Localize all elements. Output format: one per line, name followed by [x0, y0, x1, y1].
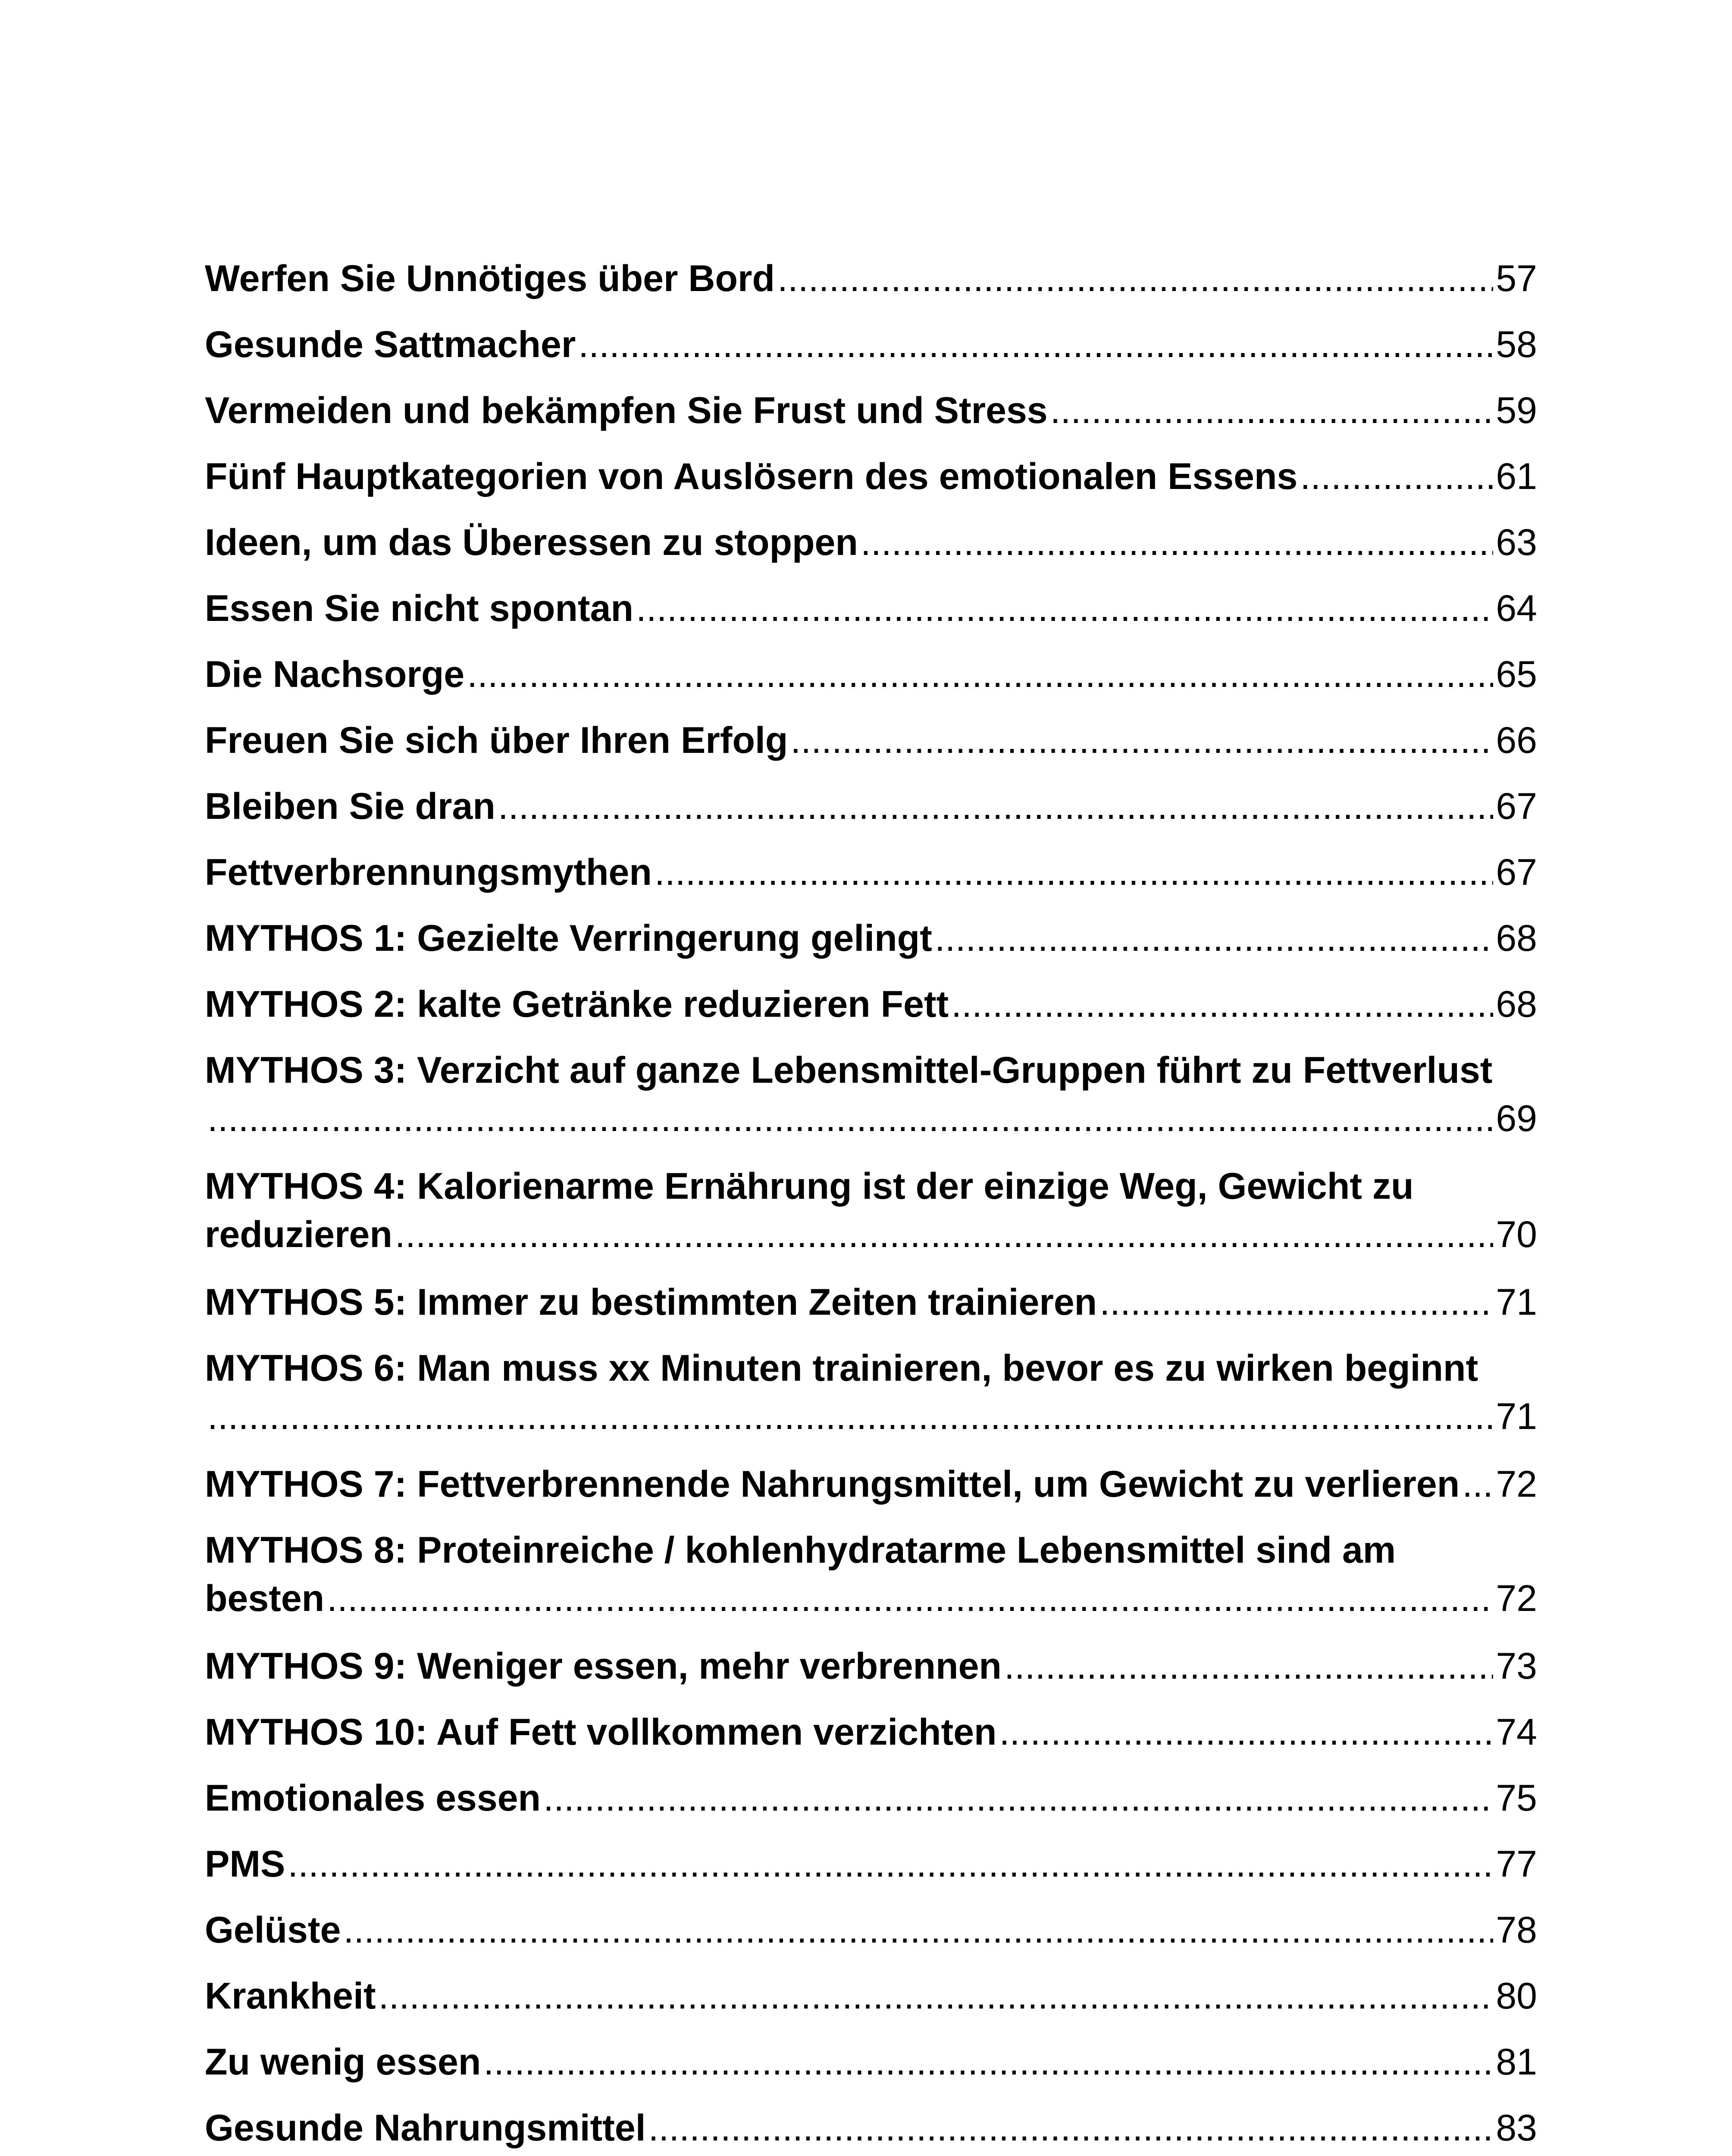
dot-leader [951, 980, 1493, 1028]
toc-entry[interactable] [205, 1972, 1537, 2020]
toc-entry-title: Fettverbrennungsmythen [205, 852, 652, 893]
toc-entry-page: 61 [1496, 456, 1537, 497]
toc-entry-title: Zu wenig essen [205, 2041, 481, 2083]
toc-entry-title: MYTHOS 4: Kalorienarme Ernährung ist der einzige Weg, Gewicht zu [205, 1166, 1414, 1207]
toc-entry-page: 57 [1496, 258, 1537, 299]
toc-entry-title-continued: besten [205, 1578, 325, 1619]
toc-entry-page: 83 [1496, 2107, 1537, 2149]
toc-entry-title: MYTHOS 9: Weniger essen, mehr verbrennen [205, 1645, 1002, 1687]
toc-entry-page: 69 [1496, 1098, 1537, 1139]
dot-leader [777, 254, 1493, 303]
toc-entry-page: 65 [1496, 654, 1537, 695]
dot-leader [395, 1210, 1493, 1259]
toc-entry[interactable] [205, 650, 1537, 699]
toc-entry-title: Die Nachsorge [205, 654, 465, 695]
toc-entry-page: 67 [1496, 852, 1537, 893]
toc-entry-title: MYTHOS 5: Immer zu bestimmten Zeiten trainieren [205, 1282, 1097, 1323]
toc-entry[interactable] [205, 452, 1537, 501]
toc-entry[interactable] [205, 518, 1537, 567]
dot-leader [288, 1840, 1493, 1888]
toc-entry-page: 71 [1496, 1282, 1537, 1323]
toc-entry-title: MYTHOS 2: kalte Getränke reduzieren Fett [205, 984, 949, 1025]
dot-leader [543, 1774, 1493, 1822]
toc-entry[interactable] [205, 584, 1537, 633]
dot-leader [861, 518, 1493, 567]
toc-entry-page: 70 [1496, 1214, 1537, 1255]
toc-entry-title: Gelüste [205, 1909, 341, 1951]
toc-entry-title: Fünf Hauptkategorien von Auslösern des emotionalen Essens [205, 456, 1298, 497]
toc-entry-page: 75 [1496, 1777, 1537, 1819]
toc-entry[interactable] [205, 1708, 1537, 1756]
toc-entry[interactable] [205, 1162, 1537, 1259]
toc-entry[interactable] [205, 1642, 1537, 1690]
toc-entry[interactable] [205, 320, 1537, 369]
dot-leader [648, 2104, 1494, 2152]
toc-entry-title: Emotionales essen [205, 1777, 541, 1819]
toc-entry[interactable] [205, 1278, 1537, 1326]
toc-entry-title: Krankheit [205, 1975, 376, 2017]
toc-entry-page: 81 [1496, 2041, 1537, 2083]
toc-entry-page: 66 [1496, 720, 1537, 761]
toc-entry-title: PMS [205, 1843, 285, 1885]
toc-entry-title: Freuen Sie sich über Ihren Erfolg [205, 720, 788, 761]
toc-entry[interactable] [205, 1046, 1537, 1143]
dot-leader [1099, 1278, 1493, 1326]
toc-entry-page: 68 [1496, 984, 1537, 1025]
toc-entry[interactable] [205, 1906, 1537, 1954]
toc-entry[interactable] [205, 716, 1537, 765]
dot-leader [578, 320, 1493, 369]
toc-entry-page: 71 [1496, 1396, 1537, 1437]
toc-entry[interactable] [205, 1526, 1537, 1623]
toc-entry-title: MYTHOS 6: Man muss xx Minuten trainieren, bevor es zu wirken beginnt [205, 1348, 1478, 1389]
toc-entry-title: MYTHOS 8: Proteinreiche / kohlenhydratarme Lebensmittel sind am [205, 1529, 1396, 1571]
toc-entry-title: MYTHOS 10: Auf Fett vollkommen verzichten [205, 1711, 997, 1753]
toc-entry-page: 77 [1496, 1843, 1537, 1885]
toc-entry[interactable] [205, 1460, 1537, 1508]
dot-leader [1050, 386, 1494, 435]
dot-leader [327, 1574, 1493, 1623]
toc-entry[interactable] [205, 1840, 1537, 1888]
dot-leader [207, 1094, 1493, 1143]
toc-entry-page: 59 [1496, 390, 1537, 431]
toc-entry-title: Essen Sie nicht spontan [205, 588, 633, 629]
toc-entry-title: Werfen Sie Unnötiges über Bord [205, 258, 775, 299]
dot-leader [483, 2038, 1493, 2086]
toc-entry-page: 74 [1496, 1711, 1537, 1753]
dot-leader [636, 584, 1493, 633]
toc-entry-title: Gesunde Nahrungsmittel [205, 2107, 646, 2149]
toc-entry[interactable] [205, 782, 1537, 830]
toc-entry-page: 67 [1496, 786, 1537, 827]
dot-leader [1300, 452, 1493, 501]
toc-entry-title: MYTHOS 7: Fettverbrennende Nahrungsmittel, um Gewicht zu verlieren [205, 1463, 1460, 1505]
table-of-contents [205, 254, 1537, 2156]
toc-entry-title: Gesunde Sattmacher [205, 324, 576, 365]
toc-entry-title: Vermeiden und bekämpfen Sie Frust und Stress [205, 390, 1048, 431]
toc-entry[interactable] [205, 386, 1537, 435]
toc-entry-title: MYTHOS 3: Verzicht auf ganze Lebensmittel-Gruppen führt zu Fettverlust [205, 1050, 1493, 1091]
toc-entry-page: 64 [1496, 588, 1537, 629]
toc-entry[interactable] [205, 2104, 1537, 2152]
dot-leader [935, 914, 1494, 962]
toc-entry-page: 58 [1496, 324, 1537, 365]
toc-entry-page: 72 [1496, 1578, 1537, 1619]
toc-entry[interactable] [205, 254, 1537, 303]
toc-entry-title: Ideen, um das Überessen zu stoppen [205, 522, 858, 563]
toc-entry-title-continued: reduzieren [205, 1214, 392, 1255]
toc-entry-page: 73 [1496, 1645, 1537, 1687]
dot-leader [655, 848, 1493, 896]
dot-leader [207, 1392, 1493, 1441]
dot-leader [379, 1972, 1494, 2020]
dot-leader [999, 1708, 1494, 1756]
toc-entry-page: 80 [1496, 1975, 1537, 2017]
toc-entry-page: 63 [1496, 522, 1537, 563]
toc-entry-title: MYTHOS 1: Gezielte Verringerung gelingt [205, 918, 932, 959]
dot-leader [498, 782, 1493, 830]
dot-leader [790, 716, 1493, 765]
toc-entry[interactable] [205, 980, 1537, 1028]
toc-entry-page: 78 [1496, 1909, 1537, 1951]
toc-entry[interactable] [205, 1774, 1537, 1822]
toc-entry-page: 72 [1496, 1463, 1537, 1505]
toc-entry-title: Bleiben Sie dran [205, 786, 495, 827]
dot-leader [1004, 1642, 1493, 1690]
dot-leader [1462, 1460, 1493, 1508]
toc-entry[interactable] [205, 914, 1537, 962]
toc-entry[interactable] [205, 848, 1537, 896]
toc-entry[interactable] [205, 2038, 1537, 2086]
toc-entry[interactable] [205, 1344, 1537, 1441]
dot-leader [343, 1906, 1493, 1954]
dot-leader [467, 650, 1493, 699]
toc-entry-page: 68 [1496, 918, 1537, 959]
